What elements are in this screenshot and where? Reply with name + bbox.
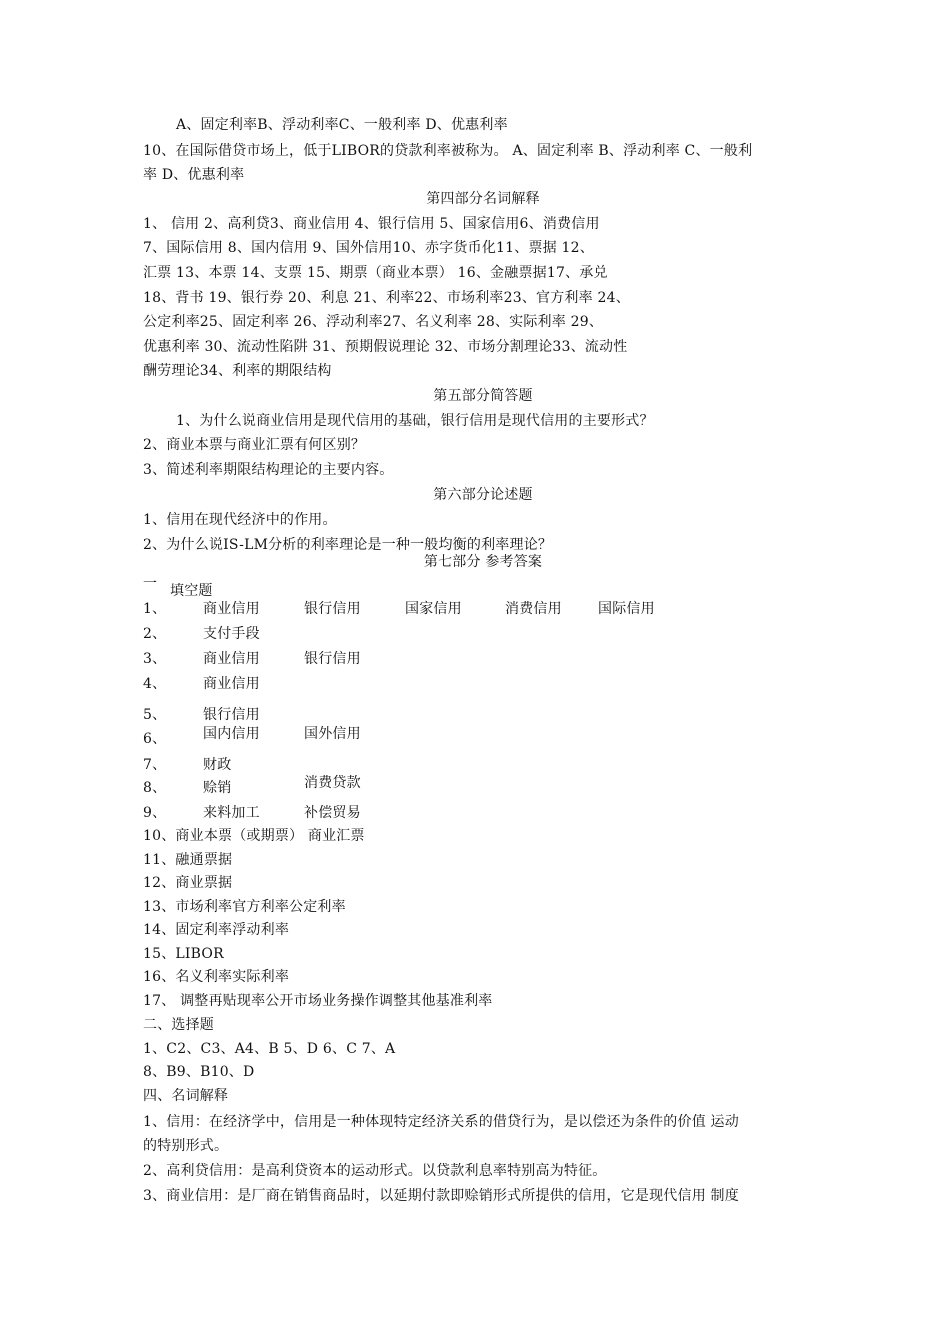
text-line: 15、LIBOR: [143, 946, 224, 962]
text-line: 16、名义利率实际利率: [143, 969, 290, 985]
answer-cell: 消费信用: [505, 601, 562, 617]
text-line: 8、B9、B10、D: [143, 1064, 255, 1080]
answer-cell: 国外信用: [304, 726, 361, 742]
answer-cell: 商业信用: [203, 651, 260, 667]
text-line: 1、 信用 2、高利贷3、商业信用 4、银行信用 5、国家信用6、消费信用: [143, 216, 600, 232]
text-line: 10、在国际借贷市场上，低于LIBOR的贷款利率被称为。 A、固定利率 B、浮动利率 C、一般利: [143, 143, 753, 159]
section-heading-4: 第四部分名词解释: [426, 191, 540, 207]
text-line: 18、背书 19、银行券 20、利息 21、利率22、市场利率23、官方利率 24、: [143, 290, 630, 306]
answer-number: 4、: [143, 676, 167, 692]
text-line: 汇票 13、本票 14、支票 15、期票（商业本票） 16、金融票据17、承兑: [143, 265, 608, 281]
answer-number: 9、: [143, 805, 167, 821]
answer-cell: 国家信用: [405, 601, 462, 617]
text-line: 率 D、优惠利率: [143, 167, 245, 183]
answer-number: 2、: [143, 626, 167, 642]
answer-cell: 商业信用: [203, 601, 260, 617]
text-line: 11、融通票据: [143, 852, 233, 868]
answer-number: 1、: [143, 601, 167, 617]
answer-cell: 来料加工: [203, 805, 260, 821]
text-line: 公定利率25、固定利率 26、浮动利率27、名义利率 28、实际利率 29、: [143, 314, 604, 330]
text-line: 二、选择题: [143, 1017, 214, 1033]
answer-cell: 银行信用: [304, 651, 361, 667]
text-line: 12、商业票据: [143, 875, 233, 891]
text-line: 17、 调整再贴现率公开市场业务操作调整其他基准利率: [143, 993, 493, 1009]
answer-cell: 商业信用: [203, 676, 260, 692]
text-line: 四、名词解释: [143, 1088, 229, 1104]
text-line: 1、C2、C3、A4、B 5、D 6、C 7、A: [143, 1041, 396, 1057]
text-line: 1、信用在现代经济中的作用。: [143, 512, 337, 528]
answer-number: 8、: [143, 780, 167, 796]
text-line: 1、为什么说商业信用是现代信用的基础，银行信用是现代信用的主要形式？: [176, 413, 654, 429]
answer-number: 7、: [143, 757, 167, 773]
text-line: 酬劳理论34、利率的期限结构: [143, 363, 332, 379]
text-line: A、固定利率B、浮动利率C、一般利率 D、优惠利率: [176, 117, 508, 133]
text-line: 1、信用：在经济学中，信用是一种体现特定经济关系的借贷行为，是以偿还为条件的价值 运动: [143, 1114, 739, 1130]
answer-cell: 银行信用: [203, 707, 260, 723]
text-line: 2、商业本票与商业汇票有何区别？: [143, 437, 366, 453]
answer-cell: 国际信用: [598, 601, 655, 617]
text-line: 14、固定利率浮动利率: [143, 922, 290, 938]
text-line: 2、高利贷信用：是高利贷资本的运动形式。以贷款利息率特别高为特征。: [143, 1163, 607, 1179]
text-line: 3、商业信用：是厂商在销售商品时，以延期付款即赊销形式所提供的信用，它是现代信用 制度: [143, 1188, 739, 1204]
answer-cell: 补偿贸易: [304, 805, 361, 821]
text-line: 优惠利率 30、流动性陷阱 31、预期假说理论 32、市场分割理论33、流动性: [143, 339, 628, 355]
text-line: 3、简述利率期限结构理论的主要内容。: [143, 462, 394, 478]
text-line: 的特别形式。: [143, 1138, 229, 1154]
fill-in-marker: 一: [143, 576, 158, 592]
section-heading-6: 第六部分论述题: [433, 487, 533, 503]
answer-number: 5、: [143, 707, 167, 723]
answer-number: 3、: [143, 651, 167, 667]
text-line: 2、为什么说IS-LM分析的利率理论是一种一般均衡的利率理论？: [143, 537, 553, 553]
answer-cell: 财政: [203, 757, 232, 773]
answer-cell: 消费贷款: [304, 775, 361, 791]
text-line: 7、国际信用 8、国内信用 9、国外信用10、赤字货币化11、票据 12、: [143, 240, 594, 256]
answer-cell: 支付手段: [203, 626, 260, 642]
fill-in-heading: 填空题: [170, 583, 213, 599]
answer-cell: 银行信用: [304, 601, 361, 617]
text-line: 13、市场利率官方利率公定利率: [143, 899, 346, 915]
text-line: 10、商业本票（或期票） 商业汇票: [143, 828, 365, 844]
section-heading-7: 第七部分 参考答案: [423, 554, 543, 570]
answer-cell: 国内信用: [203, 726, 260, 742]
answer-cell: 赊销: [203, 780, 232, 796]
answer-number: 6、: [143, 731, 167, 747]
section-heading-5: 第五部分简答题: [433, 388, 533, 404]
